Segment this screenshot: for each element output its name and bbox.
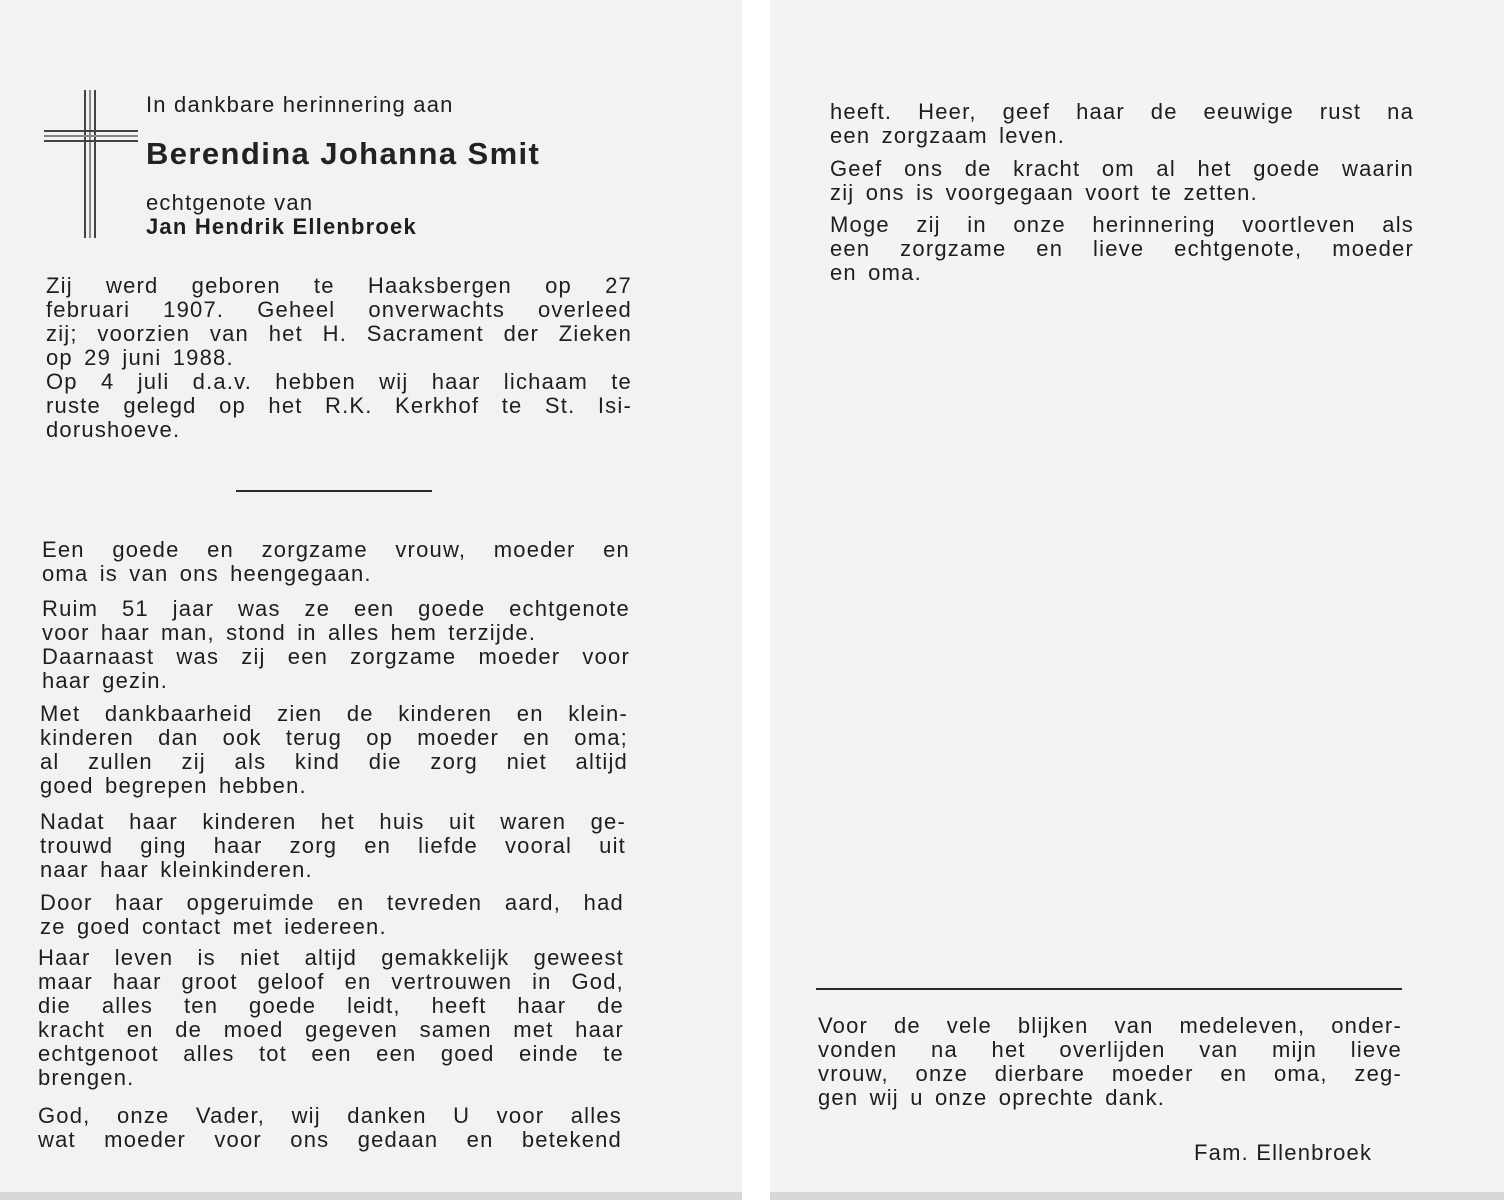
text-line: kinderen dan ook terug op moeder en oma;: [40, 725, 628, 750]
bio-line: op 29 juni 1988.: [46, 345, 234, 370]
paragraph-3: [40, 702, 628, 798]
spouse-label: echtgenote van: [146, 190, 314, 215]
text-line: die alles ten goede leidt, heeft haar de: [38, 993, 624, 1018]
right-paragraph-1: [830, 100, 1414, 148]
text-line: haar gezin.: [42, 668, 169, 693]
text-line: al zullen zij als kind die zorg niet altijd: [40, 749, 628, 774]
text-line: Geef ons de kracht om al het goede waarin: [830, 156, 1414, 181]
text-line: Voor de vele blijken van medeleven, onder-: [818, 1013, 1402, 1038]
text-line: ze goed contact met iedereen.: [40, 914, 387, 939]
text-line: God, onze Vader, wij danken U voor alles: [38, 1103, 622, 1128]
paragraph-1: [42, 538, 630, 586]
left-page: [0, 0, 742, 1200]
text-line: vonden na het overlijden van mijn lieve: [818, 1037, 1402, 1062]
text-line: en oma.: [830, 260, 922, 285]
bio-line: zij; voorzien van het H. Sacrament der Zieken: [46, 321, 632, 346]
text-line: een zorgzaam leven.: [830, 123, 1066, 148]
text-line: Moge zij in onze herinnering voortleven als: [830, 212, 1414, 237]
paragraph-2: [42, 597, 630, 693]
text-line: Een goede en zorgzame vrouw, moeder en: [42, 537, 630, 562]
signature: Fam. Ellenbroek: [1194, 1140, 1373, 1165]
deceased-name: Berendina Johanna Smit: [146, 136, 541, 171]
text-line: een zorgzame en lieve echtgenote, moeder: [830, 236, 1414, 261]
text-line: brengen.: [38, 1065, 135, 1090]
bio-paragraph: [46, 274, 632, 442]
divider: [236, 490, 432, 492]
paragraph-7: [38, 1104, 622, 1152]
text-line: vrouw, onze dierbare moeder en oma, zeg-: [818, 1061, 1402, 1086]
text-line: naar haar kleinkinderen.: [40, 857, 313, 882]
text-line: kracht en de moed gegeven samen met haar: [38, 1017, 624, 1042]
right-page: [770, 0, 1504, 1200]
text-line: trouwd ging haar zorg en liefde vooral uit: [40, 833, 626, 858]
text-line: Met dankbaarheid zien de kinderen en klein-: [40, 701, 628, 726]
spouse-name: Jan Hendrik Ellenbroek: [146, 214, 417, 239]
text-line: Door haar opgeruimde en tevreden aard, had: [40, 890, 624, 915]
page-edge: [770, 1192, 1504, 1200]
bio-line: februari 1907. Geheel onverwachts overleed: [46, 297, 632, 322]
paragraph-6: [38, 946, 624, 1090]
page-gutter: [742, 0, 770, 1200]
text-line: maar haar groot geloof en vertrouwen in God,: [38, 969, 624, 994]
divider: [816, 988, 1402, 990]
text-line: Haar leven is niet altijd gemakkelijk geweest: [38, 945, 624, 970]
bio-line: Op 4 juli d.a.v. hebben wij haar lichaam te: [46, 369, 632, 394]
text-line: wat moeder voor ons gedaan en betekend: [38, 1127, 622, 1152]
thanks-paragraph: [818, 1014, 1402, 1110]
cross-icon: [84, 90, 96, 238]
text-line: echtgenoot alles tot een een goed einde te: [38, 1041, 624, 1066]
text-line: Ruim 51 jaar was ze een goede echtgenote: [42, 596, 630, 621]
paragraph-5: [40, 891, 624, 939]
page-edge: [0, 1192, 742, 1200]
text-line: oma is van ons heengegaan.: [42, 561, 372, 586]
intro-text: In dankbare herinnering aan: [146, 92, 454, 117]
text-line: Nadat haar kinderen het huis uit waren ge-: [40, 809, 626, 834]
paragraph-4: [40, 810, 626, 882]
right-paragraph-3: [830, 213, 1414, 285]
text-line: Daarnaast was zij een zorgzame moeder voor: [42, 644, 630, 669]
bio-line: ruste gelegd op het R.K. Kerkhof te St. Isi-: [46, 393, 632, 418]
text-line: heeft. Heer, geef haar de eeuwige rust na: [830, 99, 1414, 124]
text-line: zij ons is voorgegaan voort te zetten.: [830, 180, 1258, 205]
text-line: gen wij u onze oprechte dank.: [818, 1085, 1166, 1110]
right-paragraph-2: [830, 157, 1414, 205]
text-line: goed begrepen hebben.: [40, 773, 307, 798]
cross-icon-bar: [44, 130, 138, 142]
bio-line: dorushoeve.: [46, 417, 181, 442]
text-line: voor haar man, stond in alles hem terzijde.: [42, 620, 537, 645]
bio-line: Zij werd geboren te Haaksbergen op 27: [46, 273, 632, 298]
